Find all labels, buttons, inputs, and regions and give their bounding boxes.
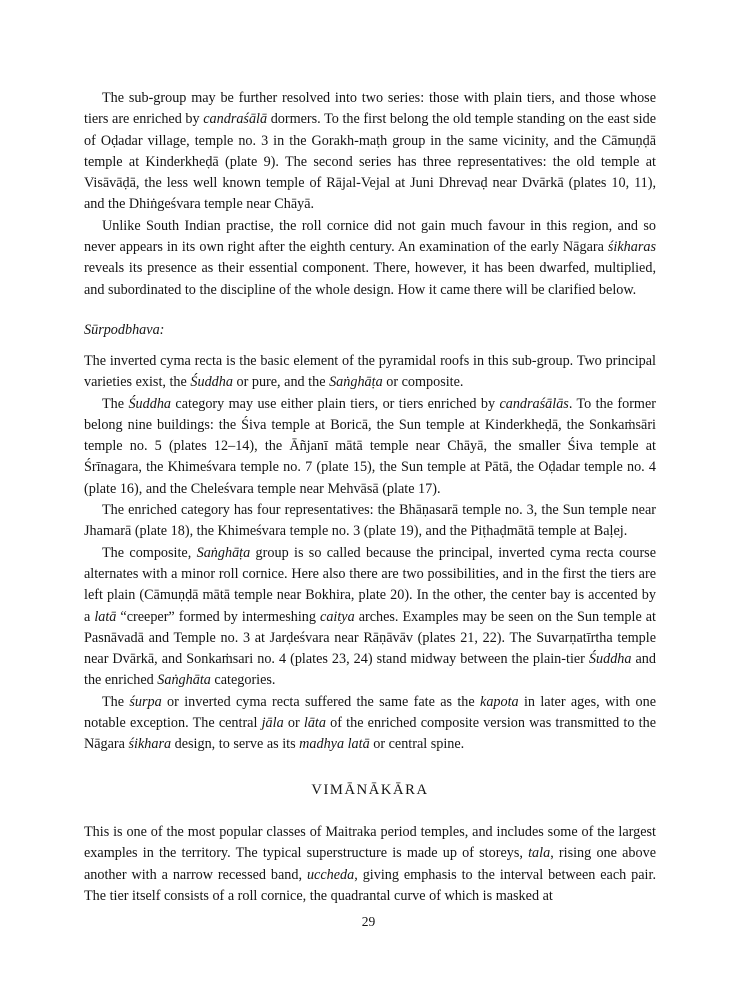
italic-term: latā <box>94 608 117 625</box>
italic-term: tala <box>528 845 551 862</box>
italic-term: madhya latā <box>299 736 370 753</box>
italic-term: śikharas <box>607 239 656 256</box>
italic-term: Saṅghāṭa <box>329 374 383 391</box>
paragraph: The composite, Saṅghāṭa group is so called because the principal, inverted cyma recta course alternates with a minor roll cornice. Here also there are two possibilities, and in the first the tiers are left plain (Cāmuṇḍā mātā temple near Bokhira, plate 20). In the other, the center bay is accented by a latā “creeper” formed by intermeshing caitya arches. Examples may be seen on the Sun temple at Pasnāvadā and Temple no. 3 at Jarḍeśvara near Rāṇāvāv (plates 21, 22). The Suvarṇatīrtha temple near Dvārkā, and Sonkaṁsari no. 4 (plates 23, 24) stand midway between the plain-tier Śuddha and the enriched Saṅghāta categories. <box>84 544 656 689</box>
italic-term: candraśālās <box>499 395 569 412</box>
section-heading-block <box>84 782 656 799</box>
italic-term: Saṅghāta <box>157 672 211 689</box>
paragraph: The sub-group may be further resolved into two series: those with plain tiers, and those whose tiers are enriched by candraśālā dormers. To the first belong the old temple standing on the east side of Oḍadar village, temple no. 3 in the Gorakh-maṭh group in the same vicinity, and the Cāmuṇḍā temple at Kinderkheḍā (plate 9). The second series has three representatives: the old temple at Visāvāḍā, the less well known temple of Rājal-Vejal at Juni Dhrevaḍ near Dvārkā (plates 10, 11), and the Dhiṅgeśvara temple near Chāyā. <box>84 90 656 213</box>
italic-term: Śuddha <box>128 395 172 412</box>
italic-term: kapota <box>480 693 519 710</box>
italic-term: uccheda <box>306 866 355 883</box>
italic-term: śikhara <box>128 736 172 753</box>
subheading: Sūrpodbhava: <box>84 322 165 338</box>
italic-term: śurpa <box>129 693 162 710</box>
intro-section <box>84 88 656 301</box>
italic-term: Śuddha <box>588 651 632 668</box>
paragraph: The śurpa or inverted cyma recta suffered the same fate as the kapota in later ages, with one notable exception. The central jāla or lāta of the enriched composite version was transmitted to the Nāgara śikhara design, to serve as its madhya latā or central spine. <box>84 693 656 753</box>
italic-term: lāta <box>303 715 326 732</box>
paragraph: This is one of the most popular classes of Maitraka period temples, and includes some of the largest examples in the territory. The typical superstructure is made up of storeys, tala, rising one above another with a narrow recessed band, uccheda, giving emphasis to the interval between each pair. The tier itself consists of a roll cornice, the quadrantal curve of which is masked at <box>84 824 656 904</box>
italic-term: jāla <box>261 715 284 732</box>
paragraph: Unlike South Indian practise, the roll cornice did not gain much favour in this region, and so never appears in its own right after the eighth century. An examination of the early Nāgara śikharas reveals its presence as their essential component. There, however, it has been dwarfed, multiplied, and subordinated to the discipline of the whole design. How it came there will be clarified below. <box>84 217 656 298</box>
paragraph: The Śuddha category may use either plain tiers, or tiers enriched by candraśālās. To the former belong nine buildings: the Śiva temple at Boricā, the Sun temple at Kinderkheḍā, the Sonkaṁsāri temple no. 5 (plates 12–14), the Āñjanī mātā temple near Chāyā, the smaller Śiva temple at Śrīnagara, the Khimeśvara temple no. 7 (plate 15), the Sun temple at Pātā, the Oḍadar temple no. 4 (plate 16), and the Cheleśvara temple near Mehvāsā (plate 17). <box>84 395 656 497</box>
italic-term: candraśālā <box>203 111 268 128</box>
vimanakara-section <box>84 822 656 907</box>
page-number: 29 <box>361 914 376 929</box>
section-heading: VIMĀNĀKĀRA <box>311 782 429 798</box>
paragraph: The enriched category has four representatives: the Bhāṇasarā temple no. 3, the Sun temple near Jhamarā (plate 18), the Khimeśvara temple no. 3 (plate 19), and the Piṭhaḍmātā temple at Baḷej. <box>84 502 656 540</box>
italic-term: caitya <box>320 608 355 625</box>
italic-term: Saṅghāṭa <box>196 544 251 561</box>
italic-term: Śuddha <box>190 374 233 391</box>
surpodbhava-section <box>84 351 656 756</box>
paragraph: The inverted cyma recta is the basic element of the pyramidal roofs in this sub-group. Two principal varieties exist, the Śuddha or pure, and the Saṅghāṭa or composite. <box>84 353 656 391</box>
surpodbhava-subheading-block <box>84 320 656 341</box>
